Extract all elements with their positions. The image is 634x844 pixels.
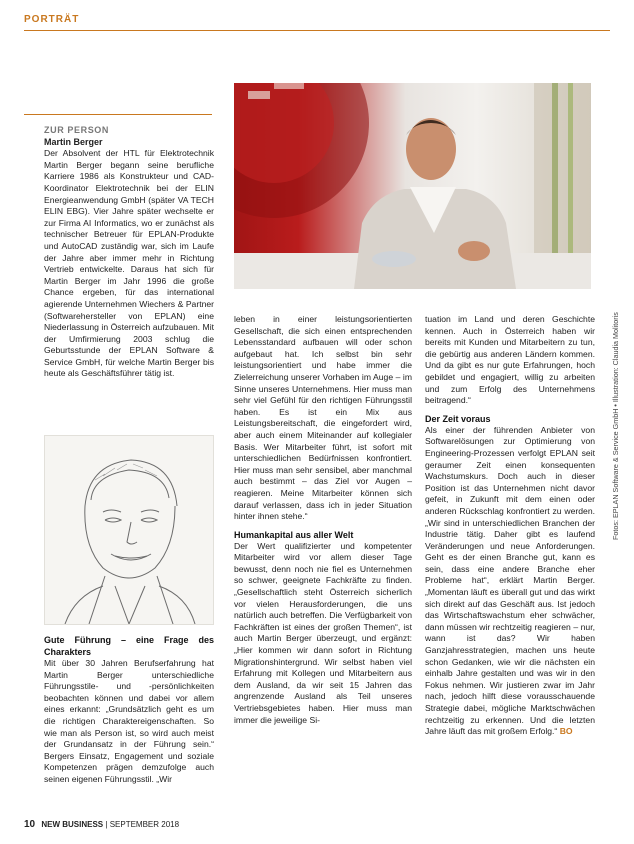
author-signature: BO: [559, 726, 573, 737]
person-rule: [24, 114, 212, 115]
person-box: [44, 125, 214, 380]
column-2: [234, 314, 412, 726]
page-number: 10: [24, 819, 36, 830]
portrait-photo: [234, 83, 591, 289]
heading-gute-fuehrung: Gute Führung – eine Frage des Charakters: [44, 635, 214, 657]
paragraph-zeit-voraus-text: Als einer der führenden Anbieter von Softwarelösungen zur Optimierung von Engineering-Prozessen verfolgt EPLAN seit geraumer Zeit einen konsequenten Wachstumskurs. Doch auch in dieser Position ist das Unternehmen nicht davor gefeit, in Zukunft mit dem einen oder anderen Rückschlag konfrontiert zu werden. „Wir sind in unterschiedlichen Branchen der Industrie tätig. Daher gibt es laufend Veränderungen und neue Anforderungen. Geht es der einen Branche gut, kann es sein, dass eine andere Branche eher Probleme hat“, erklärt Martin Berger. „Momentan läuft es überall gut und das wirkt sich direkt auf das Geschäft aus. Ist jedoch das Wirtschaftswachstum eher schwächer, dann müssen wir rechtzeitig reagieren – nur, wann ist das? Wir haben Ganzjahresstrategien, machen uns heute schon Gedanken, wie wir die nächsten ein einhalb Jahre gestalten und was wir in den Fokus nehmen. Wir justieren zwar im Jahr nach, jedoch hilft diese vorausschauende Strategie dabei, mögliche Marktschwächen rechtzeitig zu erkennen. Und die letzten Jahre läuft das mit großem Erfolg.“: [425, 424, 595, 737]
top-rule: [24, 30, 610, 31]
paragraph-humankapital: Der Wert qualifizierter und kompetenter Mitarbeiter wird vor allem dieser Tage bewusst, denn noch nie fiel es Unternehmen so schwer, geeignete Fachkräfte zu finden. „Gesellschaftlich steht Österreich sicherlich vor vielen Herausforderungen, die uns natürlich auch betreffen. Die Verfügbarkeit von Fachkräften ist eines der großen Themen“, ist auch Martin Berger überzeugt, und ergänzt: „Hier kommen wir dann sofort in Richtung Migrationshintergrund. Wir selbst haben viel Erfahrung mit Kollegen und Mitarbeitern aus dem Ausland, da wir seit 15 Jahren das angrenzende Ausland als Teil unseres Vertriebsgebietes haben. Hier muss man immer die jeweilige Si-: [234, 540, 412, 725]
magazine-name: NEW BUSINESS: [41, 820, 104, 829]
section-label: PORTRÄT: [24, 14, 80, 25]
footer-separator: |: [105, 820, 110, 829]
portrait-illustration: [44, 435, 214, 625]
paragraph-leistung: leben in einer leistungsorientierten Gesellschaft, die sich einen entsprechenden Lebensstandard aufbauen will oder schon aufgebaut hat. Ich selbst bin sehr leistungsorientiert und habe immer die Zielerreichung unserer Vorhaben im Auge – im Sinne unseres Unternehmens. Hier muss man sehr viel Gefühl für den richtigen Führungsstil haben. Es ist ein Mix aus Leistungsbereitschaft, die eingefordert wird, aber auch einem Miteinander auf kollegialer Basis. Wer Mitarbeiter führt, ist sofort mit unterschiedlichen Bedürfnissen konfrontiert. Hier muss man sehr sensibel, aber manchmal auch bestimmt – das Ziel vor Augen – reagieren. Meine Mitarbeiter können sich darauf verlassen, dass ich in jeder Situation hinter ihnen stehe.“: [234, 314, 412, 522]
heading-zeit-voraus: Der Zeit voraus: [425, 413, 491, 424]
person-name: Martin Berger: [44, 136, 103, 147]
heading-humankapital: Humankapital aus aller Welt: [234, 529, 354, 540]
person-label: ZUR PERSON: [44, 125, 110, 135]
paragraph-gute-fuehrung: Mit über 30 Jahren Berufserfahrung hat Martin Berger unterschiedliche Führungsstile- und -persönlichkeiten beobachten können und dabei vor allem eines erkannt: „Grundsätzlich geht es um die richtigen Charaktereigenschaften. So wie man als Person ist, so wird auch meist der Grundansatz in der Führung sein.“ Bergers Einsatz, Engagement und soziale Kompetenzen prägen demzufolge auch seinen eigenen Führungsstil. „Wir: [44, 658, 214, 784]
person-bio: Der Absolvent der HTL für Elektrotechnik Martin Berger begann seine berufliche Karriere 1986 als Konstrukteur und CAD-Koordinator Elektrotechnik bei der ELIN Energieanwendung GmbH (später VA TECH ELIN EBG). Vier Jahre später wechselte er zur Firma AI Informatics, wo er zunächst als technischer Betreuer für EPLAN-Produkte und AutoCAD zuständig war, sich im Laufe der Jahre aber immer mehr in Richtung Vertrieb entwickelte. Daraus hat sich für Martin Berger im Jahr 1996 die große Chance ergeben, für das international agierende Unternehmen Wiechers & Partner (Softwarehersteller von EPLAN) eine Niederlassung in Österreich aufzubauen. Mit der Umfirmierung 2003 schlug die Geburtsstunde der EPLAN Software & Service GmbH, für welche Martin Berger bis heute als Geschäftsführer tätig ist.: [44, 148, 214, 379]
column-1: [44, 634, 214, 786]
issue-date: SEPTEMBER 2018: [109, 820, 180, 829]
footer: [24, 819, 179, 830]
paragraph-situation: tuation im Land und deren Geschichte kennen. Auch in Österreich haben wir bereits mit Kunden und Mitarbeitern zu tun, die gebürtig aus anderen Ländern kommen. Und da gibt es nur gute Erfahrungen, hoch gebildet und engagiert, willig zu arbeiten und zum Erfolg des Unternehmens beitragend.“: [425, 314, 595, 406]
column-3: [425, 314, 595, 738]
paragraph-zeit-voraus: [425, 425, 595, 738]
photo-credit: Fotos: EPLAN Software & Service GmbH • Illustration: Claudia Molitoris: [611, 312, 620, 540]
